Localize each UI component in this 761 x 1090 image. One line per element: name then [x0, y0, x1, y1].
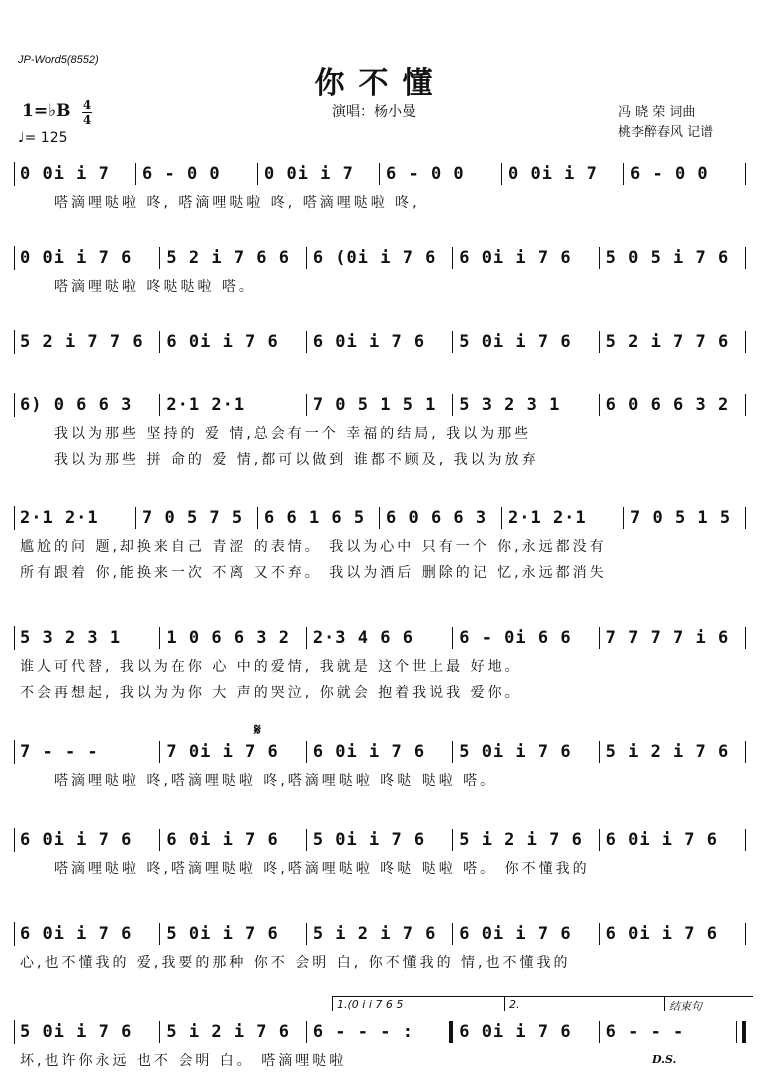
- score-system: [14, 506, 746, 581]
- measure: 0 0i i 7 6: [14, 246, 160, 270]
- measure: 0 0i i 7: [258, 162, 380, 186]
- score-system: [14, 162, 746, 232]
- measure: 6 0i i 7 6: [600, 922, 746, 946]
- lyric-line: 不会再想起, 我以为为你 大 声的哭泣, 你就会 抱着我说我 爱你。: [20, 685, 522, 701]
- measure: 5 3 2 3 1: [14, 626, 160, 650]
- lyric-line: 嗒滴哩哒啦 咚, 嗒滴哩哒啦 咚, 嗒滴哩哒啦 咚,: [54, 195, 420, 211]
- lyric-line: 嗒滴哩哒啦 咚,嗒滴哩哒啦 咚,嗒滴哩哒啦 咚哒 哒啦 嗒。: [54, 773, 498, 789]
- notes-row: [14, 330, 746, 354]
- singer-credit: 演唱：杨小曼: [332, 104, 416, 120]
- measure: 6 0i i 7 6: [307, 740, 453, 764]
- score-system: [14, 828, 746, 898]
- notes-row: [14, 393, 746, 417]
- notes-row: [14, 828, 746, 852]
- measure: 7 0 5 1 5 1: [307, 393, 453, 417]
- lyric-line: 谁人可代替, 我以为在你 心 中的爱情, 我就是 这个世上最 好地。: [20, 659, 522, 675]
- lyric-line: 心,也不懂我的 爱,我要的那种 你不 会明 白, 你不懂我的 情,也不懂我的: [20, 955, 571, 971]
- notes-row: [14, 626, 746, 650]
- measure: 6 6 1 6 5: [258, 506, 380, 530]
- measure: 6 0i i 7 6: [453, 922, 599, 946]
- key-signature: 1=♭B: [22, 101, 71, 121]
- lyric-line: 我以为那些 拼 命的 爱 情,都可以做到 谁都不顾及, 我以为放弃: [54, 452, 539, 468]
- measure: 6 0i i 7 6: [600, 828, 746, 852]
- score-system: [14, 393, 746, 468]
- notes-row: [14, 922, 746, 946]
- measure: 2·1 2·1: [14, 506, 136, 530]
- time-signature: [82, 99, 92, 126]
- lyric-line: 我以为那些 坚持的 爱 情,总会有一个 幸福的结局, 我以为那些: [54, 426, 532, 442]
- score-system: [14, 720, 746, 810]
- composer-credit: 冯 晓 荣 词曲: [618, 105, 696, 120]
- measure: 5 0i i 7 6: [453, 330, 599, 354]
- measure: 6 (0i i 7 6: [307, 246, 453, 270]
- lyric-line: 坏,也许你永远 也不 会明 白。 嗒滴哩哒啦: [20, 1053, 347, 1069]
- measure: 6 - 0 0: [380, 162, 502, 186]
- measure: 5 0 5 i 7 6: [600, 246, 746, 270]
- score-system: [14, 246, 746, 316]
- measure: 5 i 2 i 7 6: [453, 828, 599, 852]
- measure: 6 0i i 7 6: [307, 330, 453, 354]
- measure: 6 0 6 6 3 2: [600, 393, 746, 417]
- measure: 2·3 4 6 6: [307, 626, 453, 650]
- notes-row: [14, 246, 746, 270]
- measure: 6 0 6 6 3: [380, 506, 502, 530]
- measure: 5 2 i 7 7 6: [14, 330, 160, 354]
- notes-row: [14, 740, 746, 764]
- measure: 5 i 2 i 7 6: [307, 922, 453, 946]
- lyric-line: 嗒滴哩哒啦 咚,嗒滴哩哒啦 咚,嗒滴哩哒啦 咚哒 哒啦 嗒。 你不懂我的: [54, 861, 590, 877]
- measure: 6 0i i 7 6: [14, 922, 160, 946]
- measure: 5 0i i 7 6: [14, 1020, 160, 1044]
- measure: 6 0i i 7 6: [453, 1020, 599, 1044]
- measure: 7 0 5 7 5: [136, 506, 258, 530]
- measure: 6 - 0 0: [624, 162, 746, 186]
- measure: 5 0i i 7 6: [307, 828, 453, 852]
- lyric-line: 嗒滴哩哒啦 咚哒哒啦 嗒。: [54, 279, 256, 295]
- score-system: [14, 998, 746, 1090]
- measure: 7 7 7 7 i 6: [600, 626, 746, 650]
- measure: 6 0i i 7 6: [14, 828, 160, 852]
- measure: 5 0i i 7 6: [453, 740, 599, 764]
- measure: 6 - - - :: [307, 1020, 453, 1044]
- segno-sign: 𝄋: [254, 720, 261, 739]
- volta-bracket: 结束句: [664, 996, 753, 1011]
- time-sig-bottom: 4: [82, 113, 92, 127]
- measure: 1 0 6 6 3 2: [160, 626, 306, 650]
- measure: 2·1 2·1: [160, 393, 306, 417]
- measure: 7 - - -: [14, 740, 160, 764]
- dal-segno-mark: D.S.: [652, 1053, 677, 1066]
- measure: 5 2 i 7 6 6: [160, 246, 306, 270]
- measure: 6) 0 6 6 3: [14, 393, 160, 417]
- source-tag: JP-Word5(8552): [18, 54, 99, 66]
- time-sig-top: 4: [82, 98, 92, 112]
- lyric-line: 所有跟着 你,能换来一次 不离 又不弃。 我以为酒后 删除的记 忆,永远都消失: [20, 565, 607, 581]
- score-system: [14, 626, 746, 701]
- notes-row: [14, 162, 746, 186]
- measure: 6 0i i 7 6: [160, 330, 306, 354]
- measure: 6 - 0i 6 6: [453, 626, 599, 650]
- volta-bracket: 2.: [504, 996, 669, 1011]
- measure: 5 0i i 7 6: [160, 922, 306, 946]
- measure: 6 0i i 7 6: [160, 828, 306, 852]
- song-title: 你不懂: [314, 66, 447, 101]
- measure: 5 i 2 i 7 6: [160, 1020, 306, 1044]
- lyric-line: 尴尬的问 题,却换来自己 青涩 的表情。 我以为心中 只有一个 你,永远都没有: [20, 539, 607, 555]
- measure: 6 - 0 0: [136, 162, 258, 186]
- volta-bracket: 1.(0 i i 7 6 5: [332, 996, 509, 1011]
- score-system: [14, 330, 746, 400]
- measure: 7 0 5 1 5: [624, 506, 746, 530]
- transcriber-credit: 桃李醉春风 记谱: [618, 125, 714, 140]
- score-system: [14, 922, 746, 992]
- measure: 5 3 2 3 1: [453, 393, 599, 417]
- measure: 6 - - -: [600, 1020, 746, 1044]
- measure: 5 i 2 i 7 6: [600, 740, 746, 764]
- measure: 5 2 i 7 7 6: [600, 330, 746, 354]
- notes-row: [14, 506, 746, 530]
- tempo-marking: ♩= 125: [18, 130, 68, 146]
- measure: 0 0i i 7: [14, 162, 136, 186]
- measure: 2·1 2·1: [502, 506, 624, 530]
- measure: 6 0i i 7 6: [453, 246, 599, 270]
- notes-row: [14, 1020, 746, 1044]
- measure: 7 0i i 7 6: [160, 740, 306, 764]
- measure: 0 0i i 7: [502, 162, 624, 186]
